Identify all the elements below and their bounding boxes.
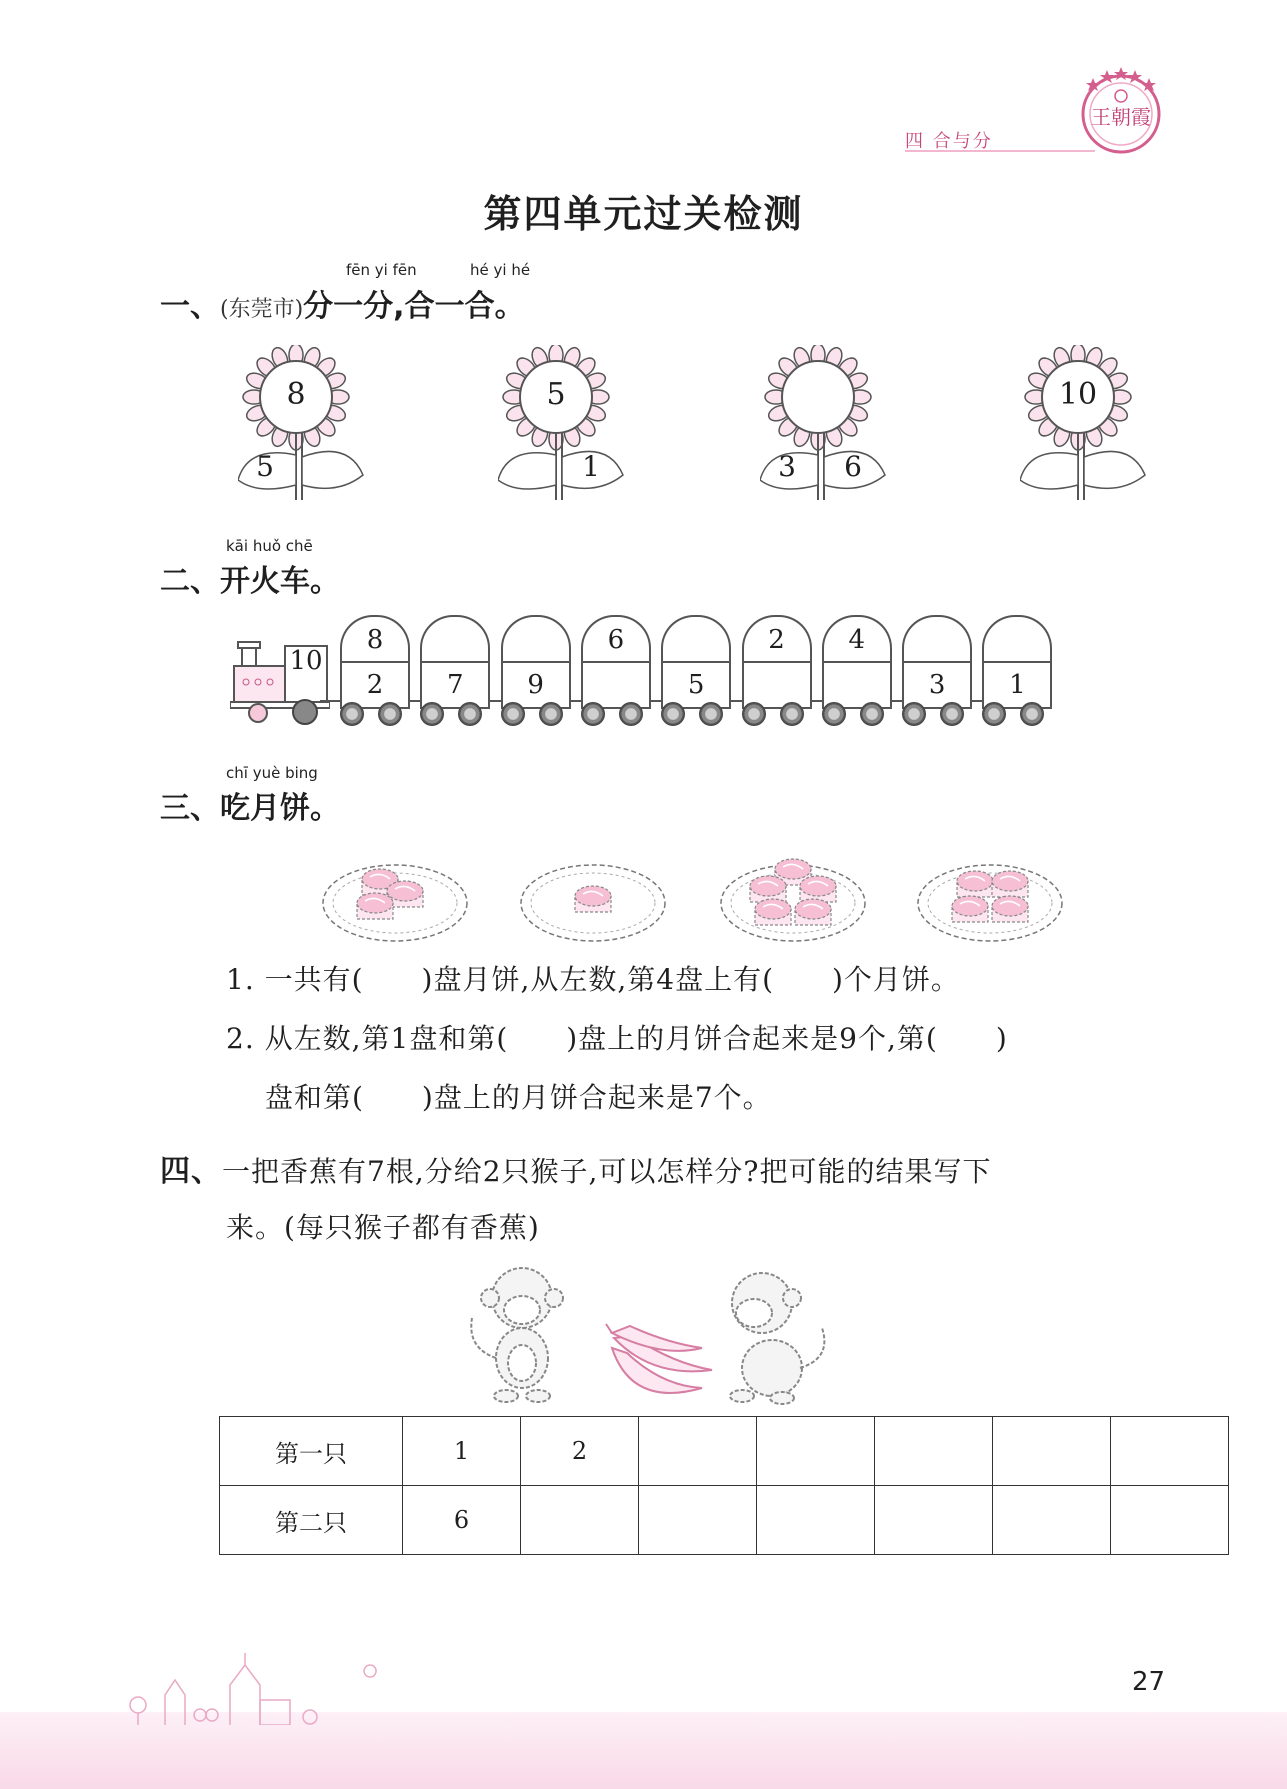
car-top-number[interactable]: 8 [340,615,410,661]
train-wheel-icon [822,702,846,726]
train-wheel-icon [902,702,926,726]
table-cell[interactable] [639,1486,757,1555]
question-3-1: 1. 一共有( )盘月饼,从左数,第4盘上有( )个月饼。 [226,963,960,996]
table-cell[interactable] [993,1486,1111,1555]
unit-divider [905,150,1095,152]
table-cell[interactable] [1111,1417,1229,1486]
question-3-2-line-1: 2. 从左数,第1盘和第( )盘上的月饼合起来是9个,第( ) [226,1022,1008,1055]
car-bottom-number[interactable]: 9 [501,661,571,709]
train-wheel-icon [699,702,723,726]
question-3-2-line-2: 盘和第( )盘上的月饼合起来是7个。 [265,1081,772,1114]
table-cell[interactable] [757,1417,875,1486]
train-car [822,615,890,709]
train-wheel-icon [982,702,1006,726]
flower-right-number: 6 [844,450,862,483]
flower-center-number: 5 [546,377,566,412]
row-label-second: 第二只 [220,1486,403,1555]
unit-tag: 四 合与分 [905,131,993,152]
flower-left-number: 3 [778,450,796,483]
car-bottom-number[interactable]: 5 [661,661,731,709]
train-wheel-icon [940,702,964,726]
mooncake-plate-icon [718,845,868,945]
train-wheel-icon [340,702,364,726]
car-bottom-number[interactable]: 7 [420,661,490,709]
train-car [982,615,1050,709]
table-cell[interactable] [993,1417,1111,1486]
flower-right-number: 1 [582,450,600,483]
car-top-number[interactable] [420,615,490,661]
car-top-number[interactable]: 6 [581,615,651,661]
train-car [742,615,810,709]
car-top-number[interactable] [661,615,731,661]
table-cell[interactable] [757,1486,875,1555]
pinyin-kai-huo-che: kāi huǒ chē [226,537,313,555]
mooncake-plate-icon [320,845,470,945]
flower-center-number: 10 [1058,377,1098,412]
train-car [501,615,569,709]
pinyin-fen-yi-fen: fēn yi fēn [346,261,417,279]
table-cell[interactable] [875,1486,993,1555]
section-number: 二、 [160,564,220,599]
page-title: 第四单元过关检测 [483,192,804,236]
sunflower [498,345,628,505]
section-number: 三、 [160,791,220,826]
car-top-number[interactable] [902,615,972,661]
section-4-text: 一把香蕉有7根,分给2只猴子,可以怎样分?把可能的结果写下 [222,1155,992,1188]
table-cell[interactable]: 2 [521,1417,639,1486]
train-car [902,615,970,709]
sunflower-icon [1020,345,1150,505]
engine-number: 10 [289,646,323,676]
table-cell[interactable] [875,1417,993,1486]
section-heading-text: 开火车。 [220,564,340,599]
monkey-right-icon [730,1273,824,1404]
flower-left-number: 5 [256,450,274,483]
car-bottom-number[interactable]: 3 [902,661,972,709]
train-wheel-icon [501,702,525,726]
monkeys-bananas-illustration [462,1258,862,1408]
table-row [220,1417,1229,1486]
castle-decoration-icon [120,1645,380,1725]
train-wheel-icon [619,702,643,726]
train-wheel-icon [581,702,605,726]
section-1-heading [160,281,525,325]
section-heading-text: 吃月饼。 [220,791,340,826]
section-number: 一、 [160,289,220,324]
train-car [340,615,408,709]
train-wheel-icon [458,702,482,726]
mooncake-plate-icon [915,845,1065,945]
table-cell[interactable] [1111,1486,1229,1555]
table-cell[interactable] [521,1486,639,1555]
train-car [661,615,729,709]
section-heading-text: 分一分,合一合。 [303,289,525,324]
train-car [420,615,488,709]
mooncake-plate-icon [518,845,668,945]
section-2-heading [160,556,340,600]
page-number: 27 [1132,1667,1166,1697]
train-car [581,615,649,709]
car-top-number[interactable]: 4 [822,615,892,661]
train-wheel-icon [1020,702,1044,726]
section-number: 四、 [160,1154,222,1189]
car-top-number[interactable]: 2 [742,615,812,661]
train-wheel-icon [742,702,766,726]
monkey-left-icon [471,1268,563,1402]
section-4-line-2: 来。(每只猴子都有香蕉) [226,1211,540,1244]
car-top-number[interactable] [501,615,571,661]
train-wheel-icon [420,702,444,726]
table-cell[interactable]: 1 [403,1417,521,1486]
train-wheel-icon [780,702,804,726]
train-wheel-icon [539,702,563,726]
banana-icon [606,1324,712,1393]
train-wheel-icon [661,702,685,726]
sunflower [1020,345,1150,505]
table-row [220,1486,1229,1555]
pinyin-he-yi-he: hé yi hé [470,261,531,279]
car-bottom-number[interactable]: 1 [982,661,1052,709]
table-cell[interactable]: 6 [403,1486,521,1555]
train-wheel-icon [378,702,402,726]
car-top-number[interactable] [982,615,1052,661]
section-3-heading [160,783,340,827]
table-cell[interactable] [639,1417,757,1486]
svg-text:王朝霞: 王朝霞 [1091,105,1151,129]
row-label-first: 第一只 [220,1417,403,1486]
section-4-line-1 [160,1146,991,1190]
flower-center-number: 8 [286,377,306,412]
car-bottom-number[interactable]: 2 [340,661,410,709]
answer-table [219,1416,1229,1555]
sunflower [238,345,368,505]
brand-seal-logo [1073,62,1169,158]
train-wheel-icon [860,702,884,726]
pinyin-chi-yue-bing: chī yuè bing [226,764,318,782]
train-engine [230,640,330,729]
sunflower [760,345,890,505]
section-location: (东莞市) [220,297,304,322]
